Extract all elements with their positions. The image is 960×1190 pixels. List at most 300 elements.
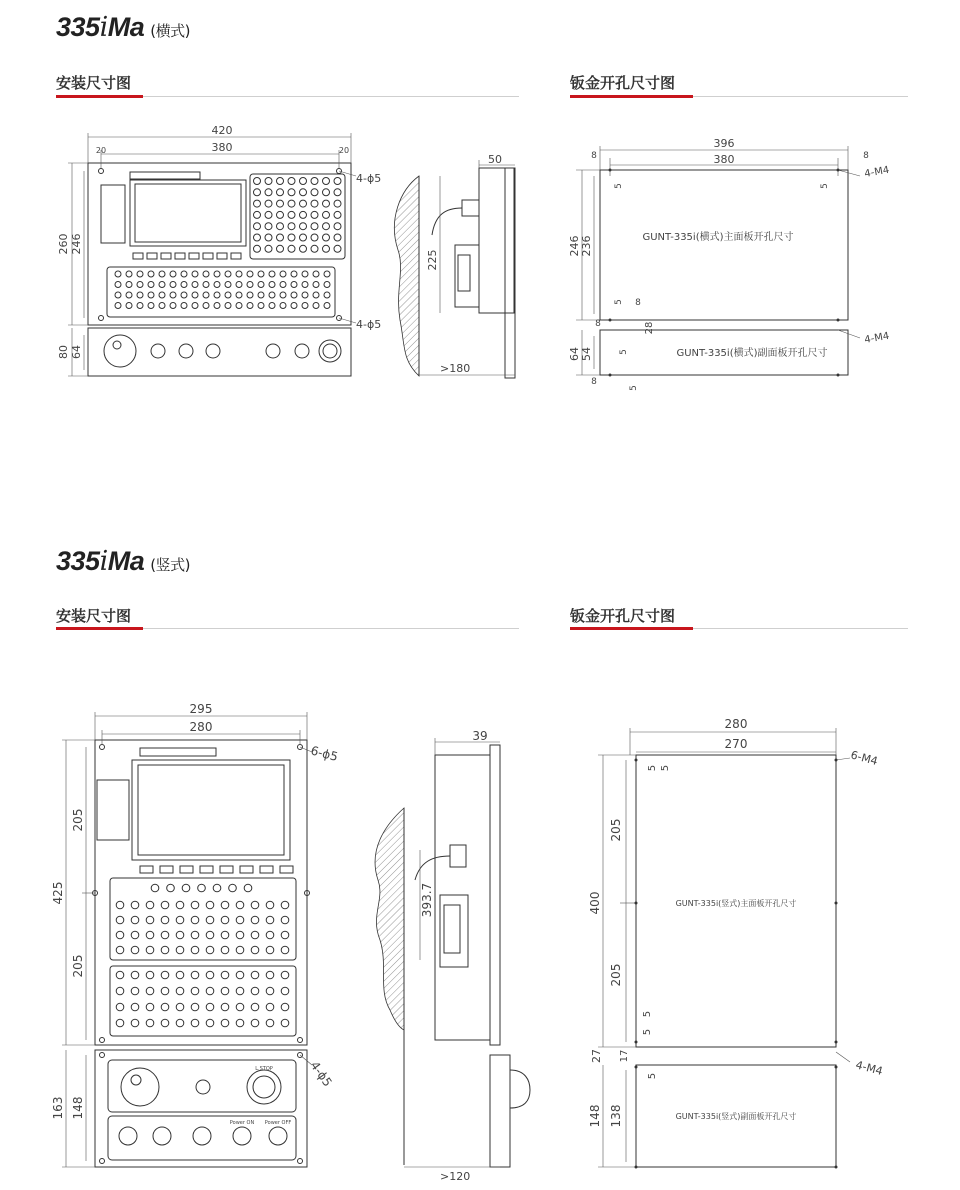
tkb-mark [225,303,231,309]
bkb-mark [266,1019,274,1027]
svg-text:L.STOP: L.STOP [255,1066,273,1072]
top-screen [130,180,246,246]
tkb-mark [159,292,165,298]
tkeys-mark [323,223,330,230]
bkeys-mark [236,916,244,924]
svg-text:5: 5 [642,1028,653,1036]
bkb-mark [281,987,289,995]
top-cutout-title: 钣金开孔尺寸图 [570,74,676,92]
bkb-mark [116,987,124,995]
tsubbtn-mark [206,344,220,358]
tkeys-mark [311,223,318,230]
tkb-mark [170,303,176,309]
bottom-screen [132,760,290,860]
tkb-mark [280,282,286,288]
tkeys-mark [311,245,318,252]
tkb-mark [148,303,154,309]
tkeys-mark [323,200,330,207]
tsubbtn-mark [151,344,165,358]
svg-text:236: 236 [580,235,593,257]
bkeys-mark [266,916,274,924]
bkeys-mark [131,901,139,909]
bkeys-mark [251,946,259,954]
tkb-mark [225,271,231,277]
bkeys-mark [191,901,199,909]
svg-text:8: 8 [591,377,597,387]
bottom-main-cutout-label: GUNT-335i(竖式)主面板开孔尺寸 [675,899,797,908]
tkeys-mark [254,211,261,218]
tkeys-mark [277,245,284,252]
bkeys-mark [176,916,184,924]
tkb-mark [192,303,198,309]
bkb-mark [131,971,139,979]
svg-text:148: 148 [588,1104,602,1128]
svg-text:4-M4: 4-M4 [854,1058,885,1079]
top-install-title: 安装尺寸图 [56,74,132,92]
bkb-mark [191,1019,199,1027]
bkeys-mark [131,946,139,954]
bkb-mark [221,987,229,995]
bkeys-mark [229,884,237,892]
bkeys-mark [116,946,124,954]
tkb-mark [280,271,286,277]
tsubbtn-mark [266,344,280,358]
svg-text:205: 205 [71,954,85,978]
svg-text:5: 5 [820,183,830,189]
top-main-panel [88,163,351,325]
bkeys-mark [131,916,139,924]
tkeys-mark [265,178,272,185]
bkb-mark [191,1003,199,1011]
svg-text:>180: >180 [440,362,471,375]
tkb-mark [115,282,121,288]
tkb-mark [170,271,176,277]
svg-text:225: 225 [426,249,439,271]
tkeys-mark [300,245,307,252]
bkb-mark [206,1003,214,1011]
bkeys-mark [206,946,214,954]
tkeys-mark [265,245,272,252]
bkeys-mark [281,916,289,924]
tkb-mark [170,292,176,298]
tkb-mark [214,292,220,298]
tkeys-mark [300,223,307,230]
tkb-mark [148,292,154,298]
tkeys-mark [254,234,261,241]
bkb-mark [116,1003,124,1011]
tkb-mark [291,271,297,277]
tkeys-mark [265,189,272,196]
bkb-mark [116,1019,124,1027]
bkeys-mark [176,901,184,909]
bkeys-mark [161,946,169,954]
svg-text:148: 148 [71,1096,85,1120]
bottom-orientation: (竖式) [150,556,190,574]
tkb-mark [148,271,154,277]
bsoft-mark [240,866,253,873]
bkeys-mark [281,901,289,909]
tkb-mark [258,292,264,298]
svg-text:4-M4: 4-M4 [863,330,891,346]
svg-text:6-M4: 6-M4 [849,748,880,769]
bkeys-mark [266,901,274,909]
tkb-mark [247,282,253,288]
bkb-mark [176,971,184,979]
bkeys-mark [236,931,244,939]
bkeys-mark [151,884,159,892]
bsoft-mark [160,866,173,873]
tkb-mark [269,292,275,298]
bkeys-mark [251,931,259,939]
tkeys-mark [300,211,307,218]
svg-text:5: 5 [614,299,624,305]
svg-text:8: 8 [635,298,641,308]
tkb-mark [126,303,132,309]
bottom-sub-cutout-label: GUNT-335i(竖式)副面板开孔尺寸 [675,1112,797,1121]
tkb-mark [137,303,143,309]
tsoft-mark [203,253,213,259]
svg-text:280: 280 [189,720,213,734]
bottom-sub-panel [95,1050,307,1167]
bkeys-mark [116,901,124,909]
svg-text:246: 246 [568,235,581,257]
svg-text:163: 163 [51,1096,65,1120]
bkb-mark [251,987,259,995]
tkb-mark [247,271,253,277]
bkb-mark [146,971,154,979]
bkeys-mark [191,931,199,939]
svg-text:Power ON: Power ON [229,1120,255,1126]
svg-text:380: 380 [713,153,735,166]
tkb-mark [269,271,275,277]
tkeys-mark [323,178,330,185]
svg-text:8: 8 [863,151,869,161]
top-main-cutout-label: GUNT-335i(横式)主面板开孔尺寸 [642,232,794,243]
bkb-mark [281,1019,289,1027]
bottom-side-view [375,729,530,1183]
tkeys-mark [288,189,295,196]
top-sub-cutout-label: GUNT-335i(横式)副面板开孔尺寸 [676,348,828,359]
tkb-mark [126,282,132,288]
tsoft-mark [231,253,241,259]
tsoft-mark [161,253,171,259]
tkeys-mark [254,200,261,207]
bottom-cutout-title: 钣金开孔尺寸图 [570,607,676,625]
tkb-mark [291,292,297,298]
bkeys-mark [176,946,184,954]
bkb-mark [206,987,214,995]
svg-text:27: 27 [590,1049,603,1063]
bsoft-mark [200,866,213,873]
tkb-mark [159,282,165,288]
dim-420: 420 [211,124,233,137]
bkeys-mark [146,946,154,954]
bkeys-mark [221,901,229,909]
svg-text:>120: >120 [440,1170,471,1183]
tkb-mark [115,303,121,309]
tkb-mark [236,271,242,277]
tkeys-mark [288,178,295,185]
bkeys-mark [116,931,124,939]
tkb-mark [214,282,220,288]
bkb-mark [161,1003,169,1011]
tkb-mark [313,282,319,288]
svg-text:28: 28 [644,321,655,335]
bkeys-mark [221,946,229,954]
tkeys-mark [334,178,341,185]
svg-text:205: 205 [71,808,85,832]
tkeys-mark [323,211,330,218]
svg-text:4-M4: 4-M4 [863,164,891,180]
tsoft-mark [133,253,143,259]
tkeys-mark [311,178,318,185]
top-install-drawing [57,124,381,376]
bkeys-mark [281,931,289,939]
svg-text:17: 17 [619,1049,630,1063]
tkb-mark [302,303,308,309]
tkb-mark [247,292,253,298]
svg-text:260: 260 [57,233,70,255]
tkb-mark [313,271,319,277]
tkb-mark [291,303,297,309]
tkb-mark [225,282,231,288]
tkb-mark [170,282,176,288]
tkeys-mark [277,211,284,218]
tsoft-mark [175,253,185,259]
tkb-mark [159,303,165,309]
bkb-mark [281,971,289,979]
svg-text:4-ϕ5: 4-ϕ5 [307,1058,335,1090]
bkeys-mark [167,884,175,892]
bkb-mark [266,971,274,979]
tkb-mark [302,292,308,298]
tkeys-mark [277,178,284,185]
svg-text:295: 295 [189,702,213,716]
tkeys-mark [288,223,295,230]
tkb-mark [302,282,308,288]
dim-380: 380 [211,141,233,154]
tkb-mark [313,292,319,298]
tkeys-mark [288,234,295,241]
bkeys-mark [213,884,221,892]
hole-label-bottom: 4-ϕ5 [356,318,382,331]
bkb-mark [266,1003,274,1011]
bottom-install-title: 安装尺寸图 [56,607,132,625]
tkb-mark [137,271,143,277]
bkeys-mark [221,931,229,939]
tkb-mark [192,292,198,298]
tkeys-mark [288,211,295,218]
top-side-view [394,153,515,378]
svg-text:64: 64 [70,345,83,359]
bsoft-mark [280,866,293,873]
svg-text:20: 20 [95,146,107,155]
tkb-mark [313,303,319,309]
tkb-mark [192,271,198,277]
svg-text:64: 64 [568,347,581,361]
tkb-mark [137,292,143,298]
hole-label-top: 4-ϕ5 [356,172,382,185]
bottom-model-title: 335iMa (竖式) [56,546,190,577]
bkeys-mark [206,931,214,939]
tkeys-mark [265,200,272,207]
bkb-mark [236,1003,244,1011]
bkb-mark [206,1019,214,1027]
svg-text:400: 400 [588,891,602,915]
tkb-mark [324,303,330,309]
bkeys-mark [146,931,154,939]
tkb-mark [324,292,330,298]
tkb-mark [203,292,209,298]
tkeys-mark [277,223,284,230]
bottom-install-drawing [51,702,339,1167]
bkeys-mark [251,901,259,909]
tkb-mark [258,282,264,288]
tkb-mark [324,271,330,277]
tkb-mark [236,303,242,309]
svg-text:138: 138 [609,1104,623,1128]
bottom-cutout-drawing [588,717,884,1169]
tkb-mark [126,271,132,277]
bottom-main-panel [95,740,307,1045]
bkeys-mark [191,916,199,924]
tkb-mark [324,282,330,288]
svg-text:205: 205 [609,818,623,842]
tkb-mark [269,303,275,309]
bkeys-mark [116,916,124,924]
bkb-mark [161,1019,169,1027]
top-orientation: (横式) [150,22,190,40]
bkb-mark [176,1003,184,1011]
tkb-mark [269,282,275,288]
tkeys-mark [288,245,295,252]
svg-text:246: 246 [70,233,83,255]
tkeys-mark [323,189,330,196]
bkb-mark [251,1003,259,1011]
tkeys-mark [265,211,272,218]
tkeys-mark [254,178,261,185]
tkb-mark [258,303,264,309]
svg-text:5: 5 [614,183,624,189]
tsoft-mark [217,253,227,259]
tkeys-mark [288,200,295,207]
bsoft-mark [260,866,273,873]
bkeys-mark [191,946,199,954]
svg-text:5: 5 [660,764,671,772]
tkb-mark [159,271,165,277]
svg-text:20: 20 [338,146,350,155]
svg-text:54: 54 [580,347,593,361]
tkeys-mark [300,200,307,207]
bsoft-mark [180,866,193,873]
bkeys-mark [176,931,184,939]
bkb-mark [251,1019,259,1027]
bkeys-mark [206,901,214,909]
bkeys-mark [161,901,169,909]
svg-text:5: 5 [629,385,639,391]
tkb-mark [115,292,121,298]
bkeys-mark [182,884,190,892]
bkeys-mark [281,946,289,954]
bkeys-mark [198,884,206,892]
top-model-title: 335iMa (横式) [56,12,190,43]
svg-text:50: 50 [488,153,502,166]
svg-text:205: 205 [609,963,623,987]
top-cutout-drawing [568,137,890,391]
tkeys-mark [277,189,284,196]
tkb-mark [203,271,209,277]
bkb-mark [236,987,244,995]
svg-text:Power OFF: Power OFF [264,1120,292,1126]
bkb-mark [236,1019,244,1027]
tkb-mark [148,282,154,288]
bkb-mark [221,971,229,979]
tkb-mark [291,282,297,288]
tsubbtn-mark [295,344,309,358]
bkb-mark [146,1019,154,1027]
tkeys-mark [311,189,318,196]
svg-text:8: 8 [591,151,597,161]
tkb-mark [280,303,286,309]
tkeys-mark [311,211,318,218]
bkb-mark [281,1003,289,1011]
tkeys-mark [323,245,330,252]
tkb-mark [192,282,198,288]
tkeys-mark [254,189,261,196]
tsubbtn-mark [179,344,193,358]
tkb-mark [203,282,209,288]
svg-text:5: 5 [619,349,629,355]
tkb-mark [203,303,209,309]
bkb-mark [131,1019,139,1027]
svg-text:5: 5 [647,764,658,772]
tkeys-mark [277,200,284,207]
tkeys-mark [334,200,341,207]
tkeys-mark [254,245,261,252]
svg-text:425: 425 [51,881,65,905]
tkb-mark [137,282,143,288]
tkb-mark [181,271,187,277]
tkeys-mark [300,178,307,185]
tkeys-mark [300,234,307,241]
tkeys-mark [265,234,272,241]
bkeys-mark [161,931,169,939]
tsoft-mark [189,253,199,259]
bkeys-mark [266,931,274,939]
bkb-mark [131,1003,139,1011]
tkeys-mark [311,200,318,207]
tkeys-mark [323,234,330,241]
tkeys-mark [334,234,341,241]
bkb-mark [251,971,259,979]
bkb-mark [221,1019,229,1027]
svg-text:393.7: 393.7 [420,882,434,918]
bsoft-mark [220,866,233,873]
tkb-mark [236,282,242,288]
bkeys-mark [244,884,252,892]
bkb-mark [191,987,199,995]
tkb-mark [225,292,231,298]
tkb-mark [302,271,308,277]
tkb-mark [214,271,220,277]
bkb-mark [266,987,274,995]
bkb-mark [131,987,139,995]
tkeys-mark [311,234,318,241]
bkb-mark [176,987,184,995]
svg-text:280: 280 [724,717,748,731]
svg-text:270: 270 [724,737,748,751]
svg-text:80: 80 [57,345,70,359]
